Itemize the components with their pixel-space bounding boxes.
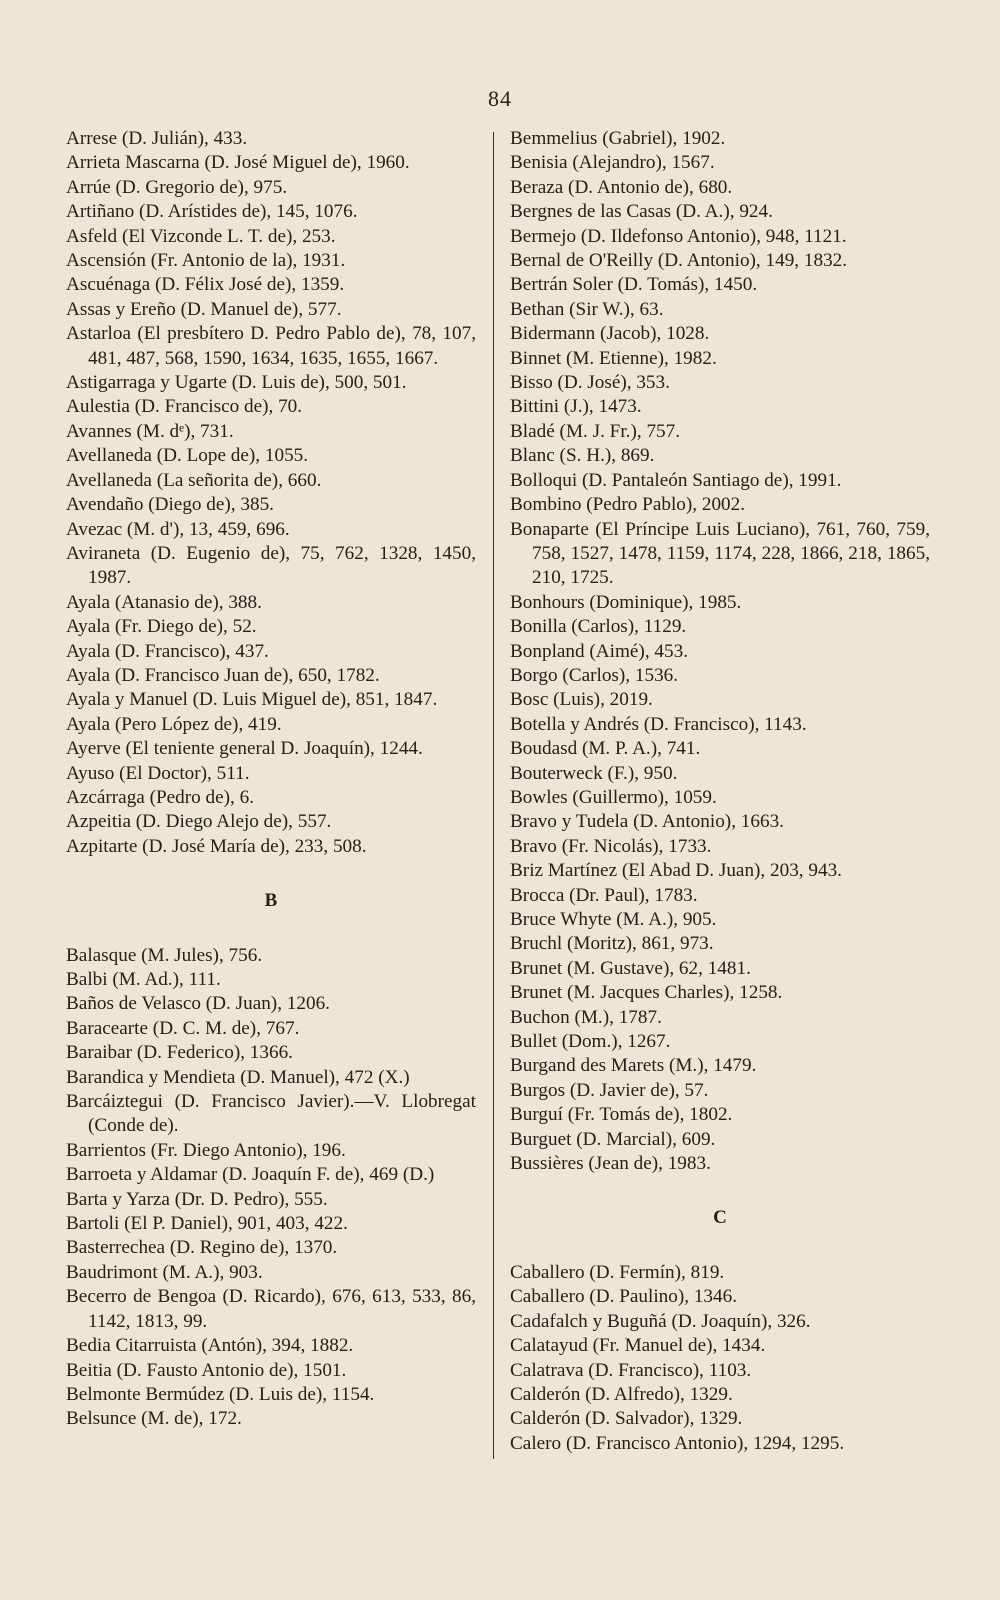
index-entry: Bidermann (Jacob), 1028. [510, 323, 710, 345]
index-entry: Astarloa (El presbítero D. Pedro Pablo de), 78, 107, 481, 487, 568, 1590, 1634, 1635, 1655, 1667. [66, 323, 476, 369]
index-entry: Brunet (M. Jacques Charles), 1258. [510, 982, 783, 1004]
index-entry: Barandica y Mendieta (D. Manuel), 472 (X.) [66, 1066, 410, 1088]
index-entry: Bedia Citarruista (Antón), 394, 1882. [66, 1335, 354, 1357]
index-entry: Calatayud (Fr. Manuel de), 1434. [510, 1335, 766, 1357]
index-entry: Buchon (M.), 1787. [510, 1006, 662, 1028]
index-entry: Barrientos (Fr. Diego Antonio), 196. [66, 1139, 346, 1161]
right-column [510, 127, 930, 1456]
index-entry: Azpeitia (D. Diego Alejo de), 557. [66, 811, 332, 833]
left-column [66, 127, 476, 1432]
index-entry: Ayala (Atanasio de), 388. [66, 591, 262, 613]
index-entry: Ayuso (El Doctor), 511. [66, 762, 250, 784]
index-entry: Avezac (M. d'), 13, 459, 696. [66, 518, 290, 540]
page-number: 84 [488, 86, 512, 111]
index-entry: Calatrava (D. Francisco), 1103. [510, 1359, 752, 1381]
index-entry: Ayala y Manuel (D. Luis Miguel de), 851, 1847. [66, 689, 438, 711]
column-divider [493, 132, 494, 1459]
index-entry: Arrieta Mascarna (D. José Miguel de), 1960. [66, 152, 410, 174]
index-entry: Brunet (M. Gustave), 62, 1481. [510, 957, 751, 979]
index-entry: Bravo y Tudela (D. Antonio), 1663. [510, 811, 784, 833]
index-entry: Caballero (D. Fermín), 819. [510, 1261, 725, 1283]
entries-b-continued [510, 127, 930, 1176]
entries-c [510, 1261, 930, 1456]
index-entry: Ayala (Fr. Diego de), 52. [66, 616, 257, 638]
index-entry: Bergnes de las Casas (D. A.), 924. [510, 201, 773, 223]
index-entry: Ayala (D. Francisco Juan de), 650, 1782. [66, 664, 380, 686]
index-entry: Becerro de Bengoa (D. Ricardo), 676, 613, 533, 86, 1142, 1813, 99. [66, 1286, 476, 1332]
index-entry: Calderón (D. Salvador), 1329. [510, 1408, 743, 1430]
index-entry: Burgand des Marets (M.), 1479. [510, 1055, 757, 1077]
index-entry: Bemmelius (Gabriel), 1902. [510, 128, 726, 149]
entries-a [66, 127, 476, 859]
index-entry: Bussières (Jean de), 1983. [510, 1153, 711, 1175]
entries-b [66, 944, 476, 1432]
index-entry: Belsunce (M. de), 172. [66, 1408, 242, 1430]
index-entry: Ayala (D. Francisco), 437. [66, 640, 269, 662]
index-entry: Azpitarte (D. José María de), 233, 508. [66, 835, 367, 857]
index-entry: Cadafalch y Buguñá (D. Joaquín), 326. [510, 1310, 811, 1332]
index-entry: Arrese (D. Julián), 433. [66, 128, 248, 149]
index-entry: Baños de Velasco (D. Juan), 1206. [66, 993, 330, 1015]
index-entry: Belmonte Bermúdez (D. Luis de), 1154. [66, 1383, 375, 1405]
index-entry: Bolloqui (D. Pantaleón Santiago de), 1991. [510, 469, 842, 491]
index-entry: Bonaparte (El Príncipe Luis Luciano), 761, 760, 759, 758, 1527, 1478, 1159, 1174, 228, 1866, 218, 1865, 210, 1725. [510, 518, 930, 589]
index-entry: Barta y Yarza (Dr. D. Pedro), 555. [66, 1188, 328, 1210]
index-entry: Bladé (M. J. Fr.), 757. [510, 420, 681, 442]
index-entry: Artiñano (D. Arístides de), 145, 1076. [66, 201, 358, 223]
index-entry: Bouterweck (F.), 950. [510, 762, 678, 784]
index-entry: Arrúe (D. Gregorio de), 975. [66, 176, 288, 198]
index-entry: Bermejo (D. Ildefonso Antonio), 948, 1121. [510, 225, 847, 247]
index-entry: Avendaño (Diego de), 385. [66, 494, 274, 516]
index-entry: Borgo (Carlos), 1536. [510, 664, 679, 686]
index-entry: Azcárraga (Pedro de), 6. [66, 786, 255, 808]
index-entry: Assas y Ereño (D. Manuel de), 577. [66, 298, 342, 320]
index-entry: Bonpland (Aimé), 453. [510, 640, 688, 662]
index-entry: Bertrán Soler (D. Tomás), 1450. [510, 274, 758, 296]
index-entry: Benisia (Alejandro), 1567. [510, 152, 715, 174]
index-entry: Ayala (Pero López de), 419. [66, 713, 282, 735]
index-entry: Burguí (Fr. Tomás de), 1802. [510, 1104, 733, 1126]
index-entry: Brocca (Dr. Paul), 1783. [510, 884, 698, 906]
index-entry: Botella y Andrés (D. Francisco), 1143. [510, 713, 807, 735]
index-entry: Burguet (D. Marcial), 609. [510, 1128, 716, 1150]
index-entry: Bombino (Pedro Pablo), 2002. [510, 494, 746, 516]
section-heading-c: C [713, 1207, 727, 1229]
index-entry: Balbi (M. Ad.), 111. [66, 969, 221, 990]
index-entry: Bruce Whyte (M. A.), 905. [510, 909, 717, 930]
index-entry: Bernal de O'Reilly (D. Antonio), 149, 1832. [510, 250, 848, 272]
index-entry: Bartoli (El P. Daniel), 901, 403, 422. [66, 1213, 348, 1235]
index-entry: Baudrimont (M. A.), 903. [66, 1261, 263, 1283]
index-entry: Blanc (S. H.), 869. [510, 445, 655, 467]
index-entry: Bosc (Luis), 2019. [510, 689, 653, 711]
index-entry: Bruchl (Moritz), 861, 973. [510, 933, 714, 955]
index-entry: Bonilla (Carlos), 1129. [510, 616, 687, 638]
index-entry: Bisso (D. José), 353. [510, 372, 670, 394]
index-entry: Briz Martínez (El Abad D. Juan), 203, 943. [510, 860, 842, 882]
index-entry: Basterrechea (D. Regino de), 1370. [66, 1237, 338, 1259]
index-entry: Ayerve (El teniente general D. Joaquín), 1244. [66, 738, 423, 760]
index-entry: Aviraneta (D. Eugenio de), 75, 762, 1328, 1450, 1987. [66, 542, 476, 589]
index-entry: Bullet (Dom.), 1267. [510, 1031, 671, 1053]
index-entry: Ascensión (Fr. Antonio de la), 1931. [66, 250, 346, 272]
index-entry: Bittini (J.), 1473. [510, 396, 642, 418]
index-entry: Barroeta y Aldamar (D. Joaquín F. de), 469 (D.) [66, 1164, 435, 1186]
index-entry: Balasque (M. Jules), 756. [66, 944, 263, 966]
index-entry: Bravo (Fr. Nicolás), 1733. [510, 835, 712, 857]
index-entry: Bonhours (Dominique), 1985. [510, 591, 742, 613]
index-entry: Avellaneda (La señorita de), 660. [66, 469, 322, 491]
index-entry: Caballero (D. Paulino), 1346. [510, 1286, 738, 1308]
index-entry: Baracearte (D. C. M. de), 767. [66, 1017, 300, 1039]
index-entry: Aulestia (D. Francisco de), 70. [66, 396, 303, 418]
index-entry: Barcáiztegui (D. Francisco Javier).—V. Llobregat (Conde de). [66, 1091, 476, 1137]
index-entry: Avannes (M. dᵉ), 731. [66, 420, 234, 442]
index-entry: Beitia (D. Fausto Antonio de), 1501. [66, 1359, 347, 1381]
index-entry: Ascuénaga (D. Félix José de), 1359. [66, 274, 345, 296]
index-entry: Asfeld (El Vizconde L. T. de), 253. [66, 225, 336, 247]
index-entry: Baraibar (D. Federico), 1366. [66, 1042, 293, 1064]
index-entry: Astigarraga y Ugarte (D. Luis de), 500, 501. [66, 372, 407, 394]
index-entry: Burgos (D. Javier de), 57. [510, 1079, 709, 1101]
index-entry: Boudasd (M. P. A.), 741. [510, 738, 701, 760]
index-entry: Calderón (D. Alfredo), 1329. [510, 1383, 733, 1405]
index-entry: Binnet (M. Etienne), 1982. [510, 347, 717, 369]
section-heading-b: B [264, 890, 278, 912]
index-entry: Bethan (Sir W.), 63. [510, 298, 664, 320]
index-entry: Avellaneda (D. Lope de), 1055. [66, 445, 309, 467]
index-entry: Calero (D. Francisco Antonio), 1294, 1295. [510, 1432, 845, 1454]
index-entry: Beraza (D. Antonio de), 680. [510, 176, 733, 198]
index-entry: Bowles (Guillermo), 1059. [510, 786, 717, 808]
